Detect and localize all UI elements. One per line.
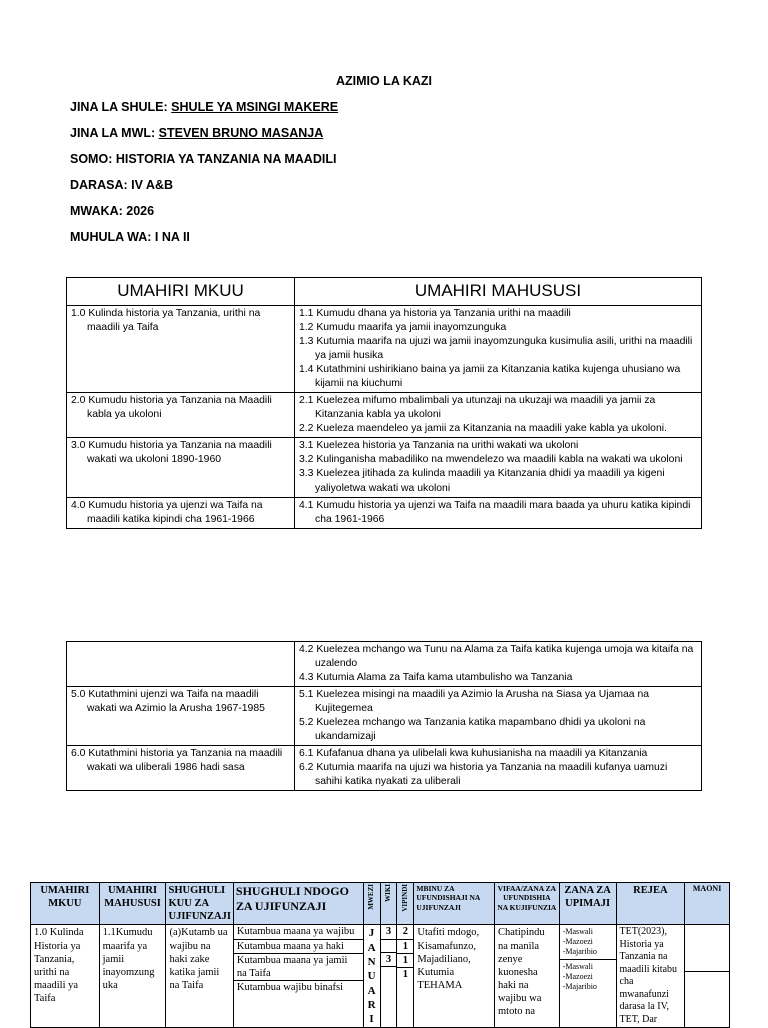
sub-activity: Kutambua wajibu binafsi [236,981,344,993]
competence-row [67,393,702,438]
specific-competence-item: 2.1 Kuelezea mifumo mbalimbali ya utunzaji na ukuzaji wa maadili ya jamii za Kitanzania kabla ya ukoloni [299,395,656,421]
specific-competence-item: 4.2 Kuelezea mchango wa Tunu na Alama za Taifa katika kujenga umoja wa kitaifa na uzalendo [299,644,694,670]
specific-competence-item: 1.1 Kumudu dhana ya historia ya Tanzania urithi na maadili [299,307,571,319]
row-main-competence: 1.0 Kulinda Historia ya Tanzania, urithi na maadili ya Taifa [31,925,100,1028]
assessment-group-2 [560,960,616,994]
specific-competence-cell [295,393,702,438]
period-cell: 1 [397,940,413,954]
col-methods: MBINU ZA UFUNDISHAJI NA UJIFUNZAJI [414,883,495,925]
specific-competence-cell [295,497,702,528]
col-main-competence: UMAHIRI MKUU [31,883,100,925]
month-letter: A [367,941,376,954]
competence-table-continued [66,641,702,791]
month-letter: J [368,927,375,940]
specific-competence-item: 2.2 Kueleza maendeleo ya jamii za Kitanzania na maadili yake kabla ya ukoloni. [299,423,667,435]
month-letter: I [369,1013,374,1026]
specific-competence-item: 1.2 Kumudu maarifa ya jamii inayomzunguka [299,321,507,333]
assessment-item: -Majaribio [562,982,597,992]
main-competence-text: 6.0 Kutathmini historia ya Tanzania na maadili wakati wa uliberali 1986 hadi sasa [71,748,283,774]
col-week-label: WIKI [384,884,393,902]
main-competence-cell [67,642,295,687]
competence-row [67,305,702,392]
row-main-activity: (a)Kutamb ua wajibu na haki zake katika jamii na Taifa [166,925,233,1028]
period-cell: 1 [397,954,413,968]
assessment-item: -Mazoezi [562,937,593,947]
main-competence-cell [67,497,295,528]
specific-competence-item: 3.1 Kuelezea historia ya Tanzania na urithi wakati wa ukoloni [299,440,579,452]
main-competence-cell [67,393,295,438]
col-main-activities: SHUGHULI KUU ZA UJIFUNZAJI [166,883,233,925]
main-competence-text: 2.0 Kumudu historia ya Tanzania na Maadili kabla ya ukoloni [71,395,272,421]
col-materials: VIFAA/ZANA ZA UFUNDISHIA NA KUJIFUNZIA [494,883,559,925]
competence-row [67,642,702,687]
school-label: JINA LA SHULE: [70,100,168,114]
specific-competence-item: 3.2 Kulinganisha mabadiliko na mwendelezo wa maadili kabla na wakati wa ukoloni [299,454,683,466]
sub-activity: Kutambua maana ya wajibu [234,925,363,939]
term-line: MUHULA WA: I NA II [70,230,190,244]
col-specific-competence: UMAHIRI MAHUSUSI [99,883,166,925]
specific-competence-item: 4.1 Kumudu historia ya ujenzi wa Taifa na maadili mara baada ya uhuru katika kipindi cha 1961-1966 [299,499,691,525]
competence-row [67,746,702,791]
row-sub-activities [233,925,363,1028]
competence-row [67,497,702,528]
teacher-name: STEVEN BRUNO MASANJA [158,126,324,140]
schedule-row [31,925,730,1028]
row-methods: Utafiti mdogo, Kisamafunzo, Majadiliano, Kutumia TEHAMA [414,925,495,1028]
year-line: MWAKA: 2026 [70,204,155,218]
month-letter: U [367,970,376,983]
main-competence-cell [67,746,295,791]
main-competence-text: 1.0 Kulinda historia ya Tanzania, urithi na maadili ya Taifa [71,307,261,333]
period-cell: 1 [402,968,409,980]
col-week [380,883,397,925]
row-weeks [380,925,397,1028]
sub-activity: Kutambua maana ya jamii na Taifa [234,954,363,981]
week-cell: 3 [381,953,397,967]
week-cell [381,967,397,979]
main-competence-text: 5.0 Kutathmini ujenzi wa Taifa na maadili wakati wa Azimio la Arusha 1967-1985 [71,689,265,715]
assessment-item: -Mazoezi [562,972,593,982]
week-cell [381,940,397,953]
row-references: TET(2023), Historia ya Tanzania na maadili kitabu cha mwanafunzi darasa la IV, TET, Dar [616,925,685,1028]
document-title: AZIMIO LA KAZI [335,74,433,88]
row-periods [397,925,414,1028]
specific-competence-cell [295,687,702,746]
specific-competence-item: 6.1 Kufafanua dhana ya ulibelali kwa kuhusianisha na maadili ya Kitanzania [299,748,648,760]
period-cell: 2 [397,925,413,939]
main-competence-text: 4.0 Kumudu historia ya ujenzi wa Taifa na maadili katika kipindi cha 1961-1966 [71,499,263,525]
row-specific-competence: 1.1Kumudu maarifa ya jamii inayomzung uka [99,925,166,1028]
col-remarks: MAONI [685,883,730,925]
col-periods [397,883,414,925]
specific-competence-cell [295,746,702,791]
specific-competence-item: 3.3 Kuelezea jitihada za kulinda maadili ya Kitanzania dhidi ya maadili ya kigeni yaliyoletwa wakati wa ukoloni [299,468,665,494]
col-assessment: ZANA ZA UPIMAJI [559,883,616,925]
header-specific-competence: UMAHIRI MAHUSUSI [295,278,702,306]
teacher-line [70,126,323,140]
assessment-group-1 [560,925,616,960]
school-name: SHULE YA MSINGI MAKERE [171,100,339,114]
row-month [363,925,380,1028]
row-materials: Chatipindu na manila zenye kuonesha haki na wajibu wa mtoto na [494,925,559,1028]
month-text [364,926,380,1026]
col-periods-label: VIPINDI [401,884,410,912]
col-month-label: MWEZI [367,884,376,910]
schedule-table [30,882,730,1028]
main-competence-cell [67,438,295,497]
assessment-item: -Majaribio [562,947,597,957]
competence-row [67,687,702,746]
assessment-item: -Maswali [562,927,593,937]
remarks-cell [685,925,729,972]
school-line [70,100,338,114]
remarks-cell [685,972,729,1012]
main-competence-text: 3.0 Kumudu historia ya Tanzania na maadili wakati wa ukoloni 1890-1960 [71,440,272,466]
week-cell: 3 [381,925,397,939]
sub-activity: Kutambua maana ya haki [234,940,363,954]
month-letter: N [367,955,376,968]
specific-competence-item: 5.1 Kuelezea misingi na maadili ya Azimio la Arusha na Siasa ya Ujamaa na Kujitegemea [299,689,650,715]
competence-table [66,277,702,529]
class-line: DARASA: IV A&B [70,178,174,192]
col-month [363,883,380,925]
specific-competence-item: 1.3 Kutumia maarifa na ujuzi wa jamii inayomzunguka kusimulia asili, urithi na maadili ya jamii husika [299,336,693,362]
month-letter: A [367,984,376,997]
month-letter: R [367,998,376,1011]
row-remarks [685,925,730,1028]
header-main-competence: UMAHIRI MKUU [67,278,295,306]
competence-row [67,438,702,497]
specific-competence-cell [295,642,702,687]
subject-line: SOMO: HISTORIA YA TANZANIA NA MAADILI [70,152,337,166]
main-competence-cell [67,305,295,392]
specific-competence-item: 5.2 Kuelezea mchango wa Tanzania katika mapambano dhidi ya ukoloni na ukandamizaji [299,717,646,743]
assessment-item: -Maswali [562,962,593,972]
specific-competence-cell [295,438,702,497]
schedule-header-row [31,883,730,925]
main-competence-cell [67,687,295,746]
specific-competence-cell [295,305,702,392]
specific-competence-item: 6.2 Kutumia maarifa na ujuzi wa historia ya Tanzania na maadili kufanya uamuzi sahihi katika nyakati za uliberali [299,762,668,788]
row-assessment [559,925,616,1028]
col-references: REJEA [616,883,685,925]
specific-competence-item: 4.3 Kutumia Alama za Taifa kama utambulisho wa Tanzania [299,672,573,684]
specific-competence-item: 1.4 Kutathmini ushirikiano baina ya jamii za Kitanzania katika kujenga uhusiano wa kijamii na kiuchumi [299,364,681,390]
teacher-label: JINA LA MWL: [70,126,156,140]
col-sub-activities: SHUGHULI NDOGO ZA UJIFUNZAJI [233,883,363,925]
